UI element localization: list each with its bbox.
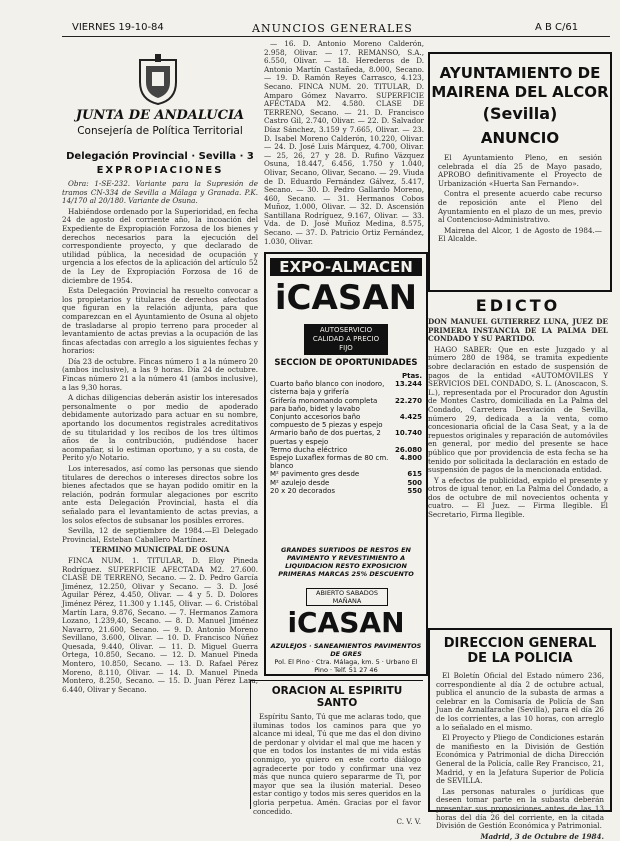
ayto-text-2: Contra el presente acuerdo cabe recurso de reposición ante el Pleno del Ayuntamiento en el plazo de un mes, previo al Contencioso-Administrativo.: [438, 189, 602, 225]
ayto-text: El Ayuntamiento Pleno, en sesión celebrada el día 25 de Mayo pasado, APROBO definitivamente el Proyecto de Urbanización «Huerta San Fernando».: [438, 153, 602, 188]
offer-row: [270, 413, 422, 429]
offer-text: Cuarto baño blanco con inodoro, cisterna baja y grifería: [270, 380, 385, 397]
expo-title: EXPO-ALMACEN: [270, 258, 422, 276]
expo-ad: [264, 252, 428, 676]
policia-title-2: DE LA POLICIA: [467, 651, 573, 666]
junta-obra: Obra: 1-SE-232. Variante para la Supresión de tramos CN-334 de Sevilla a Málaga y Granada. P.K. 14/170 al 20/180. Variante de Osuna.: [62, 179, 258, 206]
coat-of-arms-icon: [130, 52, 186, 108]
offer-price: 26.080: [394, 445, 422, 454]
policia-text-3: Las personas naturales o jurídicas que deseen tomar parte en la subasta deberán presentar sus proposiciones antes de las 13 horas del día 26 del corriente, en la citada División de Gestión Económica y Patrimonial.: [436, 786, 604, 831]
junta-paragraph: Los interesados, así como las personas que siendo titulares de derechos o intereses directos sobre los bienes afectados que se hayan podido omitir en la relación, podrán formular alegaciones por escrito ante esta Delegación Provincial, hasta el día señalado para el levantamiento de actas previas, a los solos efectos de subsanar los posibles errores.: [62, 464, 258, 525]
expo-promo: GRANDES SURTIDOS DE RESTOS EN PAVIMENTO Y REVESTIMIENTO A LIQUIDACION RESTO EXPOSICION PRIMERAS MARCAS 25% DESCUENTO: [278, 546, 414, 578]
policia-body: [436, 671, 604, 841]
offer-row: [270, 470, 422, 478]
offer-row: [270, 454, 422, 470]
oracion-text: Espíritu Santo, Tú que me aclaras todo, que iluminas todos los caminos para que yo alcance mi ideal, Tú que me das el don divino de perdonar y olvidar el mal que me hacen y que en todos los instantes de mi vida estás conmigo, yo quiero en este corto diálogo agradecerte por todo y confirmar una vez más que nunca quiero separarme de Ti, por mayor que sea la ilusión material. Deseo estar contigo y todos mis seres queridos en la gloria perpetua. Amén. Gracias por el favor concedido.: [253, 712, 421, 816]
offer-text: Termo ducha eléctrico: [270, 445, 348, 454]
expo-brand: iCASAN: [274, 278, 418, 318]
oracion-box: [250, 680, 423, 827]
offer-text: Espejo Luxaflex formas de 80 cm. blanco: [270, 454, 389, 471]
fincas-continuation: [264, 40, 424, 246]
ayto-heading: ANUNCIO: [480, 129, 560, 147]
ayto-title-3: (Sevilla): [482, 104, 558, 123]
policia-text-2: El Proyecto y Pliego de Condiciones estarán de manifiesto en la División de Gestión Económica y Patrimonial de dicha Dirección General de la Policía, calle Rey Francisco, 21, Madrid, y en la Jefatura Superior de Policía de SEVILLA.: [436, 733, 604, 786]
offer-price: 4.425: [399, 413, 422, 422]
edicto-text: HAGO SABER: Que en este Juzgado y al número 280 de 1984, se tramita expediente sobre declaración en estado de suspensión de pagos de la entidad «AUTOMOVILES Y SERVICIOS DEL CONDADO, S. L. (Anoscacon, S. L.), representada por el Procurador don Agustín de Montes Castro, domiciliada en La Palma del Condado, Carretera Desviación de Sevilla, número 29, dedicada a la venta, como concesionaria oficial de la Casa Seat, y a la de repuestos originales y reparación de automóviles en general, por medio del presente se hace público que por providencia de esta fecha se ha tenido por solicitada la declaración en estado de suspensión de pagos de la mencionada entidad.: [428, 344, 608, 475]
offer-price: 13.244: [394, 380, 422, 389]
expo-offers: [270, 372, 422, 495]
ayto-title-2: MAIRENA DEL ALCOR: [431, 83, 609, 101]
expo-section: SECCION DE OPORTUNIDADES: [274, 358, 418, 368]
offer-text: Conjunto accesorios baño compuesto de 5 piezas y espejo: [270, 413, 383, 430]
header-page: A B C/61: [535, 22, 579, 33]
policia-box: [428, 628, 612, 841]
policia-text: El Boletín Oficial del Estado número 236, correspondiente al día 2 de octubre actual, publica el anuncio de la subasta de armas a celebrar en la Comisaría de Policía de San Juan de Aznalfarache (Sevilla), para el día 26 de los corrientes, a las 10 horas, con arreglo a lo señalado en el mismo.: [436, 671, 604, 732]
offer-text: Armario baño de dos puertas, 2 puertas y espejo: [270, 429, 381, 446]
offer-row: [270, 479, 422, 487]
junta-relacion: TERMINO MUNICIPAL DE OSUNA: [90, 545, 230, 555]
offer-row: [270, 446, 422, 454]
junta-delegacion: Delegación Provincial · Sevilla · 3: [66, 151, 254, 162]
edicto-intro: DON MANUEL GUTIERREZ LUNA, JUEZ DE PRIMERA INSTANCIA DE LA PALMA DEL CONDADO Y SU PARTIDO.: [428, 317, 608, 344]
junta-paragraph: A dichas diligencias deberán asistir los interesados personalmente o por medio de apoderado debidamente autorizado para actuar en su nombre, aportando los documentos registrales acreditativos de su titularidad y los recibos de los tres últimos años de la contribución, pudiéndose hacer acompañar, si lo estiman oportuno, y a su costa, de Perito y/o Notario.: [62, 393, 258, 463]
header-date: VIERNES 19-10-84: [72, 22, 164, 33]
header-section: ANUNCIOS GENERALES: [252, 22, 413, 35]
price-header: Ptas.: [401, 372, 422, 380]
junta-heading: EXPROPIACIONES: [96, 165, 224, 176]
oracion-title: ORACION AL ESPIRITU SANTO: [271, 685, 403, 709]
edicto-body: [428, 318, 608, 620]
edicto-title: EDICTO: [475, 296, 561, 315]
junta-fincas: FINCA NUM. 1. TITULAR, D. Eloy Pineda Rodríguez. SUPERFICIE AFECTADA M2. 27.600. CLASE DE TERRENO, Secano. — 2. D. Pedro García Jiménez, 12.250, Olivar y Secano. — 3. D. José Aguilar Pérez, 4.450, Olivar. — 4 y 5. D. Dolores Jiménez Pérez, 11.300 y 1.145, Olivar. — 6. Cristóbal Martín Lara, 9.876, Secano. — 7. Hermanos Zamora Lozano, 1.239,40, Secano. — 8. D. Manuel Jiménez Navarro, 21.600, Secano. — 9. D. Antonio Moreno Sevillano, 3.600, Olivar. — 10. D. Francisco Núñez Quesada, 9.440, Olivar. — 11. D. Miguel Guerra Ortega, 10.850, Secano. — 12. D. Manuel Pineda Montero, 10.850, Secano. — 13. D. Rafael Pérez Moreno, 8.110, Olivar. — 14. D. Manuel Pineda Montero, 8.250, Secano. — 15. D. Juan Pérez Lara, 6.440, Olivar y Secano.: [62, 555, 258, 694]
offer-text: M² pavimento gres desde: [270, 470, 360, 479]
oracion-sign: C. V. V.: [396, 817, 421, 827]
junta-paragraph: Esta Delegación Provincial ha resuelto convocar a los propietarios y titulares de derechos afectados que figuran en la relación adjunta, para que comparezcan en el Ayuntamiento de Osuna al objeto de trasladarse al propio terreno para proceder al levantamiento de actas previas a la ocupación de las fincas afectadas con arreglo a los siguientes fechas y horarios:: [62, 286, 258, 356]
junta-paragraph: Día 23 de octubre. Fincas número 1 a la número 20 (ambos inclusive), a las 9 horas. Día 24 de octubre. Fincas número 21 a la número 41 (ambos inclusive), a las 9,30 horas.: [62, 356, 258, 392]
ayuntamiento-box: [428, 52, 612, 292]
junta-firma: Sevilla, 12 de septiembre de 1984.—El Delegado Provincial, Esteban Caballero Martínez.: [62, 526, 258, 544]
policia-firma: Madrid, 3 de Octubre de 1984.: [480, 831, 604, 841]
ayto-firma: Mairena del Alcor, 1 de Agosto de 1984.—El Alcalde.: [438, 225, 602, 244]
offer-text: Grifería monomando completa para baño, bidet y lavabo: [270, 396, 378, 413]
offer-price: 550: [407, 486, 422, 495]
oracion-body: [251, 712, 423, 827]
junta-title: JUNTA DE ANDALUCIA: [75, 108, 245, 123]
expo-tag: AUTOSERVICIO CALIDAD A PRECIO FIJO: [304, 324, 388, 355]
expo-address: Pol. El Pino · Ctra. Málaga, km. 5 · Urbano El Pino · Telf. 51 27 46: [274, 658, 418, 674]
offer-row: [270, 380, 422, 396]
offer-price: 10.740: [394, 429, 422, 438]
offer-row: [270, 487, 422, 495]
ayto-title-1: AYUNTAMIENTO DE: [439, 64, 601, 82]
offer-price: 22.270: [394, 396, 422, 405]
junta-paragraph: Habiéndose ordenado por la Superioridad, en fecha 24 de agosto del corriente año, la incoación del Expediente de Expropiación Forzosa de los bienes y derechos necesarios para la ejecución del correspondiente proyecto, y que declarado de utilidad pública, la necesidad de ocupación y urgencia a los efectos de la aplicación del artículo 52 de la Ley de Expropiación Forzosa de 16 de diciembre de 1954.: [62, 206, 258, 285]
offer-row: [270, 429, 422, 445]
offer-text: M² azulejo desde: [270, 478, 330, 487]
ayto-body: [438, 154, 602, 264]
junta-consejeria: Consejería de Política Territorial: [77, 125, 243, 137]
header-rule: [62, 36, 610, 37]
offer-price: 500: [407, 478, 422, 487]
expo-brand-2: iCASAN: [287, 606, 405, 639]
offer-price: 4.800: [399, 454, 422, 463]
offer-price: 615: [407, 470, 422, 479]
expo-sub: AZULEJOS · SANEAMIENTOS PAVIMENTOS DE GRES: [270, 642, 422, 658]
junta-body: [62, 180, 258, 808]
policia-title-1: DIRECCION GENERAL: [443, 636, 597, 651]
edicto-text-2: Y a efectos de publicidad, expido el presente y otros de igual tenor, en La Palma del Condado, a dos de octubre de mil novecientos ochenta y cuatro. — El Juez. — Firma Ilegible. El Secretario, Firma Ilegible.: [428, 475, 608, 520]
expo-hours: ABIERTO SABADOS MAÑANA: [306, 588, 388, 606]
offer-text: 20 x 20 decorados: [270, 486, 336, 495]
offer-row: [270, 397, 422, 413]
fincas-text: — 16. D. Antonio Moreno Calderón, 2.958, Olivar. — 17. REMANSO, S.A., 6.550, Olivar. — 18. Herederos de D. Antonio Martín Castañeda, 8.000, Secano. — 19. D. Ramón Reyes Carrasco, 4.123, Secano. FINCA NUM. 20. TITULAR, D. Amparo Gómez Navarro. SUPERFICIE AFECTADA M2. 4.580. CLASE DE TERRENO, Secano. — 21. D. Francisco Castro Gil, 2.740, Olivar. — 22. D. Salvador Díaz Sánchez, 3.159 y 7.665, Olivar. — 23. D. Isabel Moreno Calderón, 10.220, Olivar. — 24. D. José Luis Márquez, 4.700, Olivar. — 25, 26, 27 y 28. D. Rufino Vázquez Osuna, 18.447, 6.456, 1.750 y 1.040, Olivar, Secano, Olivar, Secano. — 29. Viuda de D. Eduardo Fernández Gálvez, 5.417, Secano. — 30. D. Pedro Gallardo Moreno, 460, Secano. — 31. Hermanos Cobos Muñoz, 1.000, Olivar. — 32. D. Ascensión Santillana Rodríguez, 9.167, Olivar. — 33. Vda. de D. José Muñoz Medina, 8.575, Secano. — 37. D. Patricio Ortiz Fernández, 1.030, Olivar.: [264, 39, 424, 246]
